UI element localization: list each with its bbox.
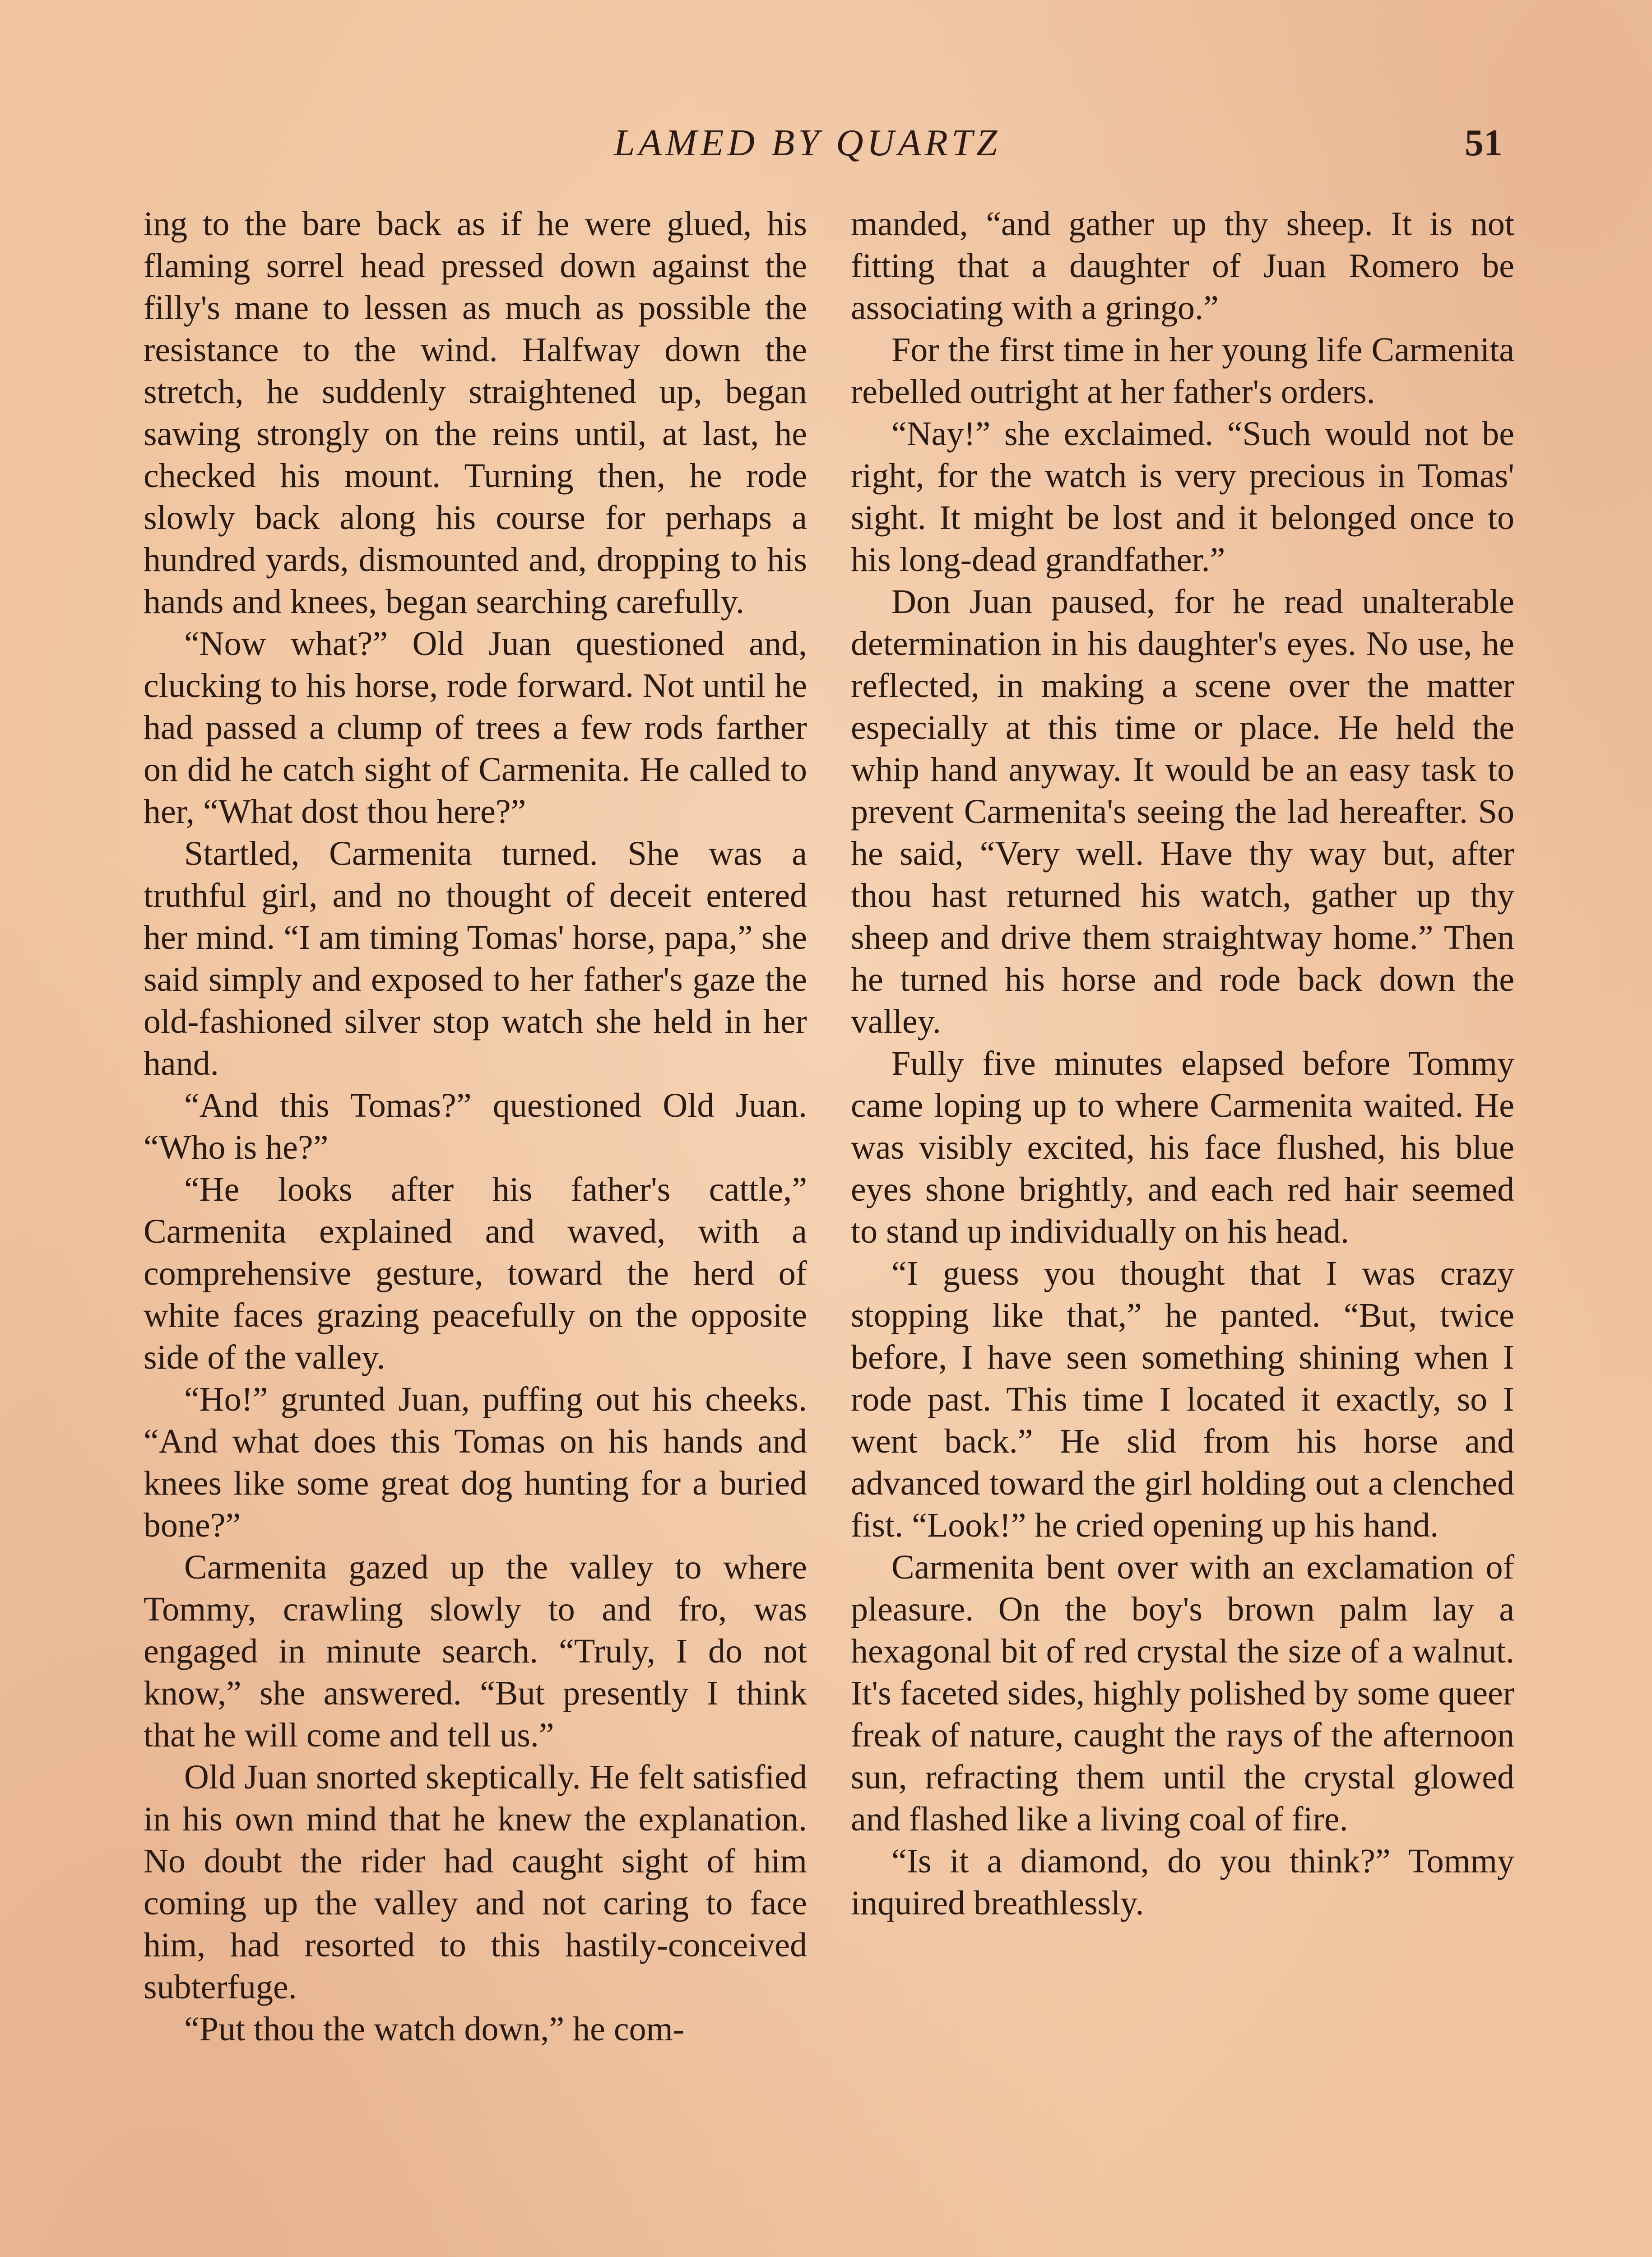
paragraph: “I guess you thought that I was crazy stopping like that,” he panted. “But, twice before, I have seen something shining when I rode past. This time I located it exactly, so I went back.” He slid from his horse and advanced toward the girl holding out a clenched fist. “Look!” he cried opening up his hand. <box>851 1254 1514 1544</box>
paragraph: Carmenita gazed up the valley to where Tommy, crawling slowly to and fro, was engaged in minute search. “Truly, I do not know,” she answered. “But presently I think that he will come and tell us.” <box>144 1548 807 1754</box>
paragraph: “And this Tomas?” questioned Old Juan. “Who is he?” <box>144 1087 807 1166</box>
right-column <box>851 203 1514 1924</box>
paragraph: “Is it a diamond, do you think?” Tommy inquired breathlessly. <box>851 1842 1514 1922</box>
paragraph: manded, “and gather up thy sheep. It is not fitting that a daughter of Juan Romero be associating with a gringo.” <box>851 205 1514 327</box>
paragraph: Carmenita bent over with an exclamation of pleasure. On the boy's brown palm lay a hexagonal bit of red crystal the size of a walnut. It's faceted sides, highly polished by some queer freak of nature, caught the rays of the afternoon sun, refracting them until the crystal glowed and flashed like a living coal of fire. <box>851 1548 1515 1838</box>
paragraph: Old Juan snorted skeptically. He felt satisfied in his own mind that he knew the explanation. No doubt the rider had caught sight of him coming up the valley and not caring to face him, had resorted to this hastily-conceived subterfuge. <box>144 1758 807 2006</box>
paragraph: “Ho!” grunted Juan, puffing out his cheeks. “And what does this Tomas on his hands and knees like some great dog hunting for a buried bone?” <box>144 1380 807 1544</box>
paragraph: Fully five minutes elapsed before Tommy came loping up to where Carmenita waited. He was visibly excited, his face flushed, his blue eyes shone brightly, and each red hair seemed to stand up individually on his head. <box>851 1045 1514 1250</box>
paragraph: Don Juan paused, for he read unalterable determination in his daughter's eyes. No use, he reflected, in making a scene over the matter especially at this time or place. He held the whip hand anyway. It would be an easy task to prevent Carmenita's seeing the lad hereafter. So he said, “Very well. Have thy way but, after thou hast returned his watch, gather up thy sheep and drive them straightway home.” Then he turned his horse and rode back down the valley. <box>851 583 1514 1040</box>
page-number: 51 <box>1465 122 1503 164</box>
running-title: LAMED BY QUARTZ <box>614 122 1001 164</box>
paragraph: “Put thou the watch down,” he com- <box>184 2010 685 2048</box>
paragraph: “He looks after his father's cattle,” Carmenita explained and waved, with a comprehensive gesture, toward the herd of white faces grazing peacefully on the opposite side of the valley. <box>144 1170 807 1376</box>
paragraph: For the first time in her young life Carmenita rebelled outright at her father's orders. <box>851 331 1514 411</box>
running-head <box>0 118 1652 168</box>
paragraph: Startled, Carmenita turned. She was a truthful girl, and no thought of deceit entered her mind. “I am timing Tomas' horse, papa,” she said simply and exposed to her father's gaze the old-fashioned silver stop watch she held in her hand. <box>144 835 807 1082</box>
left-column <box>144 203 807 2050</box>
paragraph: ing to the bare back as if he were glued, his flaming sorrel head pressed down against the filly's mane to lessen as much as possible the resistance to the wind. Halfway down the stretch, he suddenly straightened up, began sawing strongly on the reins until, at last, he checked his mount. Turning then, he rode slowly back along his course for perhaps a hundred yards, dismounted and, dropping to his hands and knees, began searching carefully. <box>144 205 807 621</box>
paragraph: “Now what?” Old Juan questioned and, clucking to his horse, rode forward. Not until he had passed a clump of trees a few rods farther on did he catch sight of Carmenita. He called to her, “What dost thou here?” <box>144 625 807 831</box>
paragraph: “Nay!” she exclaimed. “Such would not be right, for the watch is very precious in Tomas' sight. It might be lost and it belonged once to his long-dead grandfather.” <box>851 415 1514 579</box>
